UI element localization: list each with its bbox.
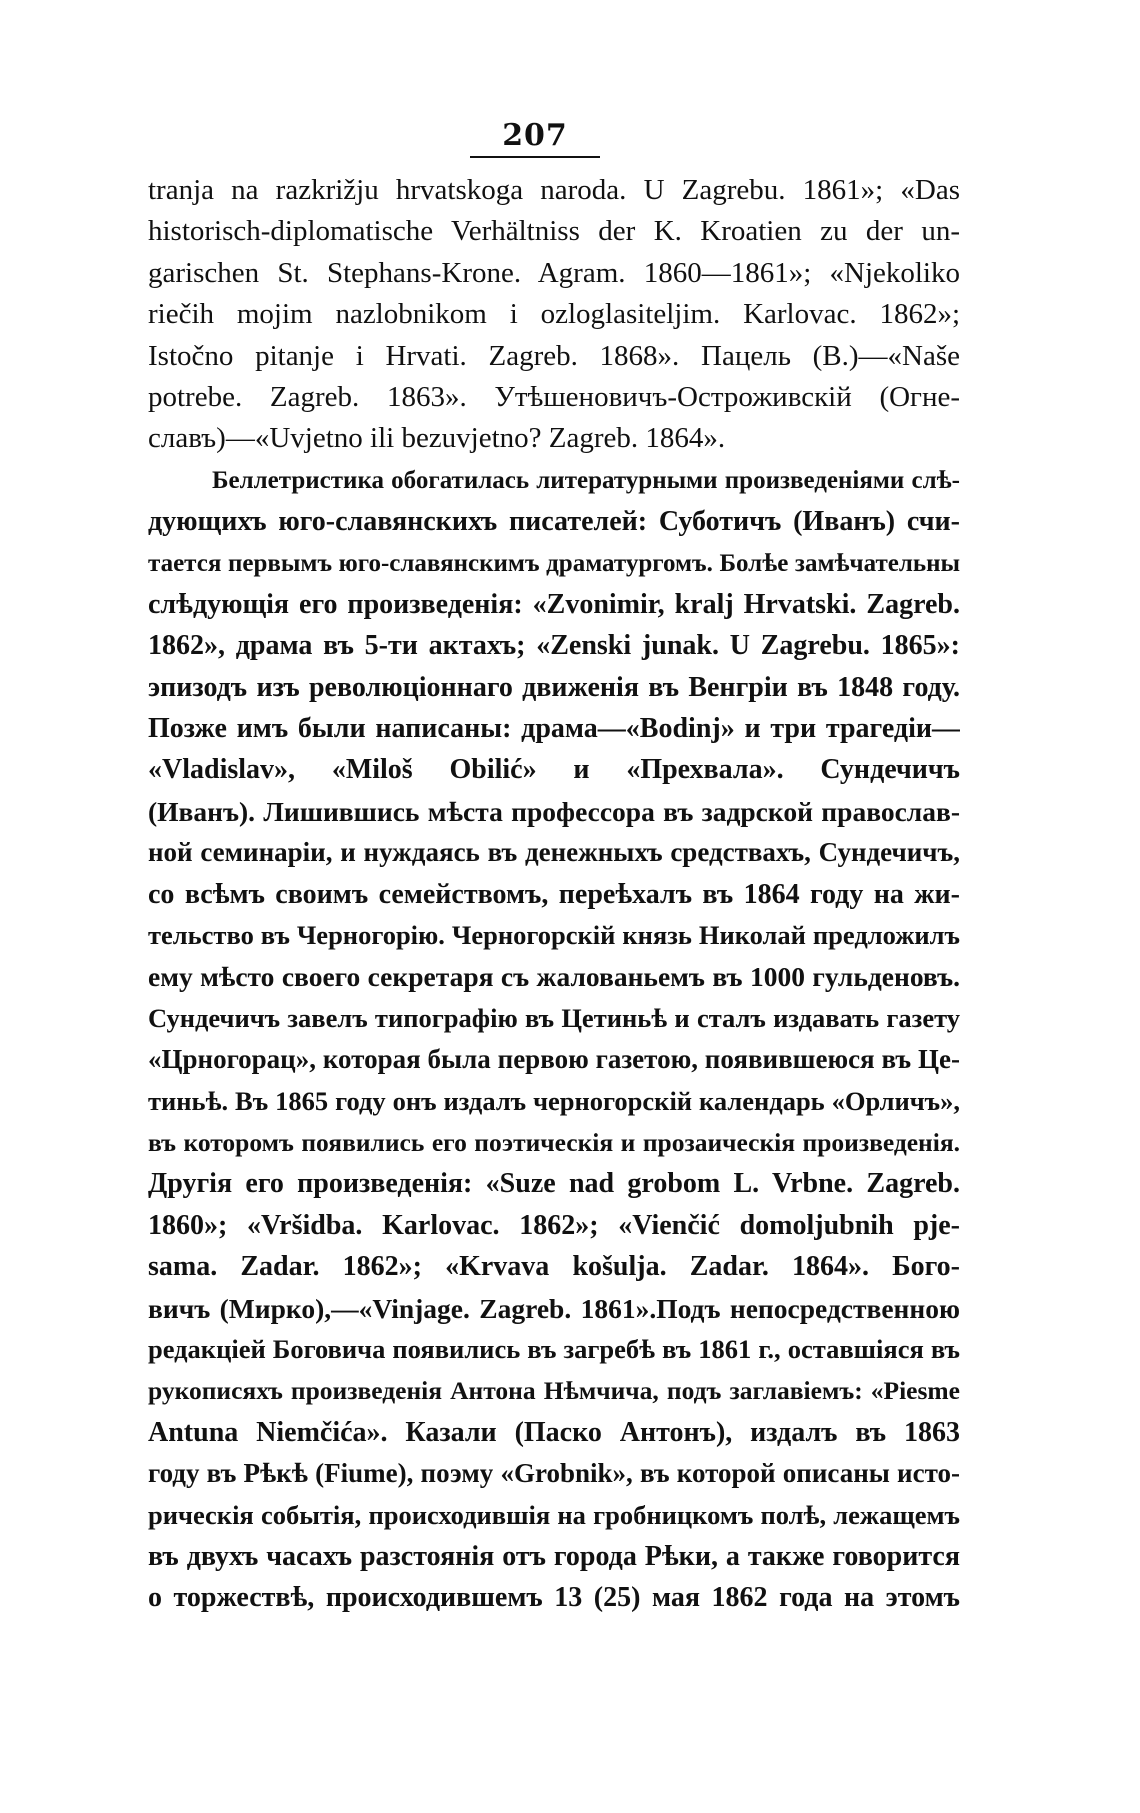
text-line: Другія его произведенія: «Suze nad grobom L. Vrbne. Zagreb.	[148, 1168, 960, 1200]
page-number-rule	[470, 156, 600, 158]
text-line: тельство въ Черногорію. Черногорскій князь Николай предложилъ	[148, 920, 960, 951]
text-line: о торжествѣ, происходившемъ 13 (25) мая 1862 года на этомъ	[148, 1582, 960, 1614]
text-line: «Vladislav», «Miloš Obilić» и «Прехвала». Сундечичъ	[148, 754, 960, 786]
text-line: редакціей Боговича появились въ загребѣ въ 1861 г., оставшіяся въ	[148, 1333, 960, 1364]
text-line: 1860»; «Vršidba. Karlovac. 1862»; «Vienčić domoljubnih pje-	[148, 1209, 960, 1241]
page-body-text	[148, 170, 960, 1619]
text-line: эпизодъ изъ революціоннаго движенія въ Венгріи въ 1848 году.	[148, 671, 960, 703]
text-line: 1862», драма въ 5-ти актахъ; «Zenski junak. U Zagrebu. 1865»:	[148, 630, 960, 662]
text-line: славъ)—«Uvjetno ili bezuvjetno? Zagreb. 1864».	[148, 422, 726, 455]
text-line: Istočno pitanje i Hrvati. Zagreb. 1868». Пацель (В.)—«Naše	[148, 339, 960, 372]
text-line: historisch-diplomatische Verhältniss der K. Kroatien zu der un-	[148, 215, 960, 248]
text-line: ной семинаріи, и нуждаясь въ денежныхъ средствахъ, Сундечичъ,	[148, 837, 960, 868]
text-line: (Иванъ). Лишившись мѣста профессора въ задрской православ-	[148, 795, 960, 827]
text-line: въ двухъ часахъ разстоянія отъ города Рѣки, а также говорится	[148, 1540, 960, 1572]
text-line: ему мѣсто своего секретаря съ жалованьемъ въ 1000 гульденовъ.	[148, 961, 960, 993]
text-line: въ которомъ появились его поэтическія и прозаическія произведенія.	[148, 1127, 960, 1157]
text-line: Позже имъ были написаны: драма—«Bodinj» и три трагедіи—	[148, 713, 960, 745]
text-line: дующихъ юго-славянскихъ писателей: Суботичъ (Иванъ) счи-	[148, 506, 960, 538]
text-line: riečih mojim nazlobnikom i ozloglasiteljim. Karlovac. 1862»;	[148, 298, 960, 331]
text-line: тиньѣ. Въ 1865 году онъ издалъ черногорскій календарь «Орличъ»,	[148, 1085, 960, 1116]
text-line: «Црногорац», которая была первою газетою, появившеюся въ Це-	[148, 1044, 960, 1075]
text-line: рическія событія, происходившія на гробницкомъ полѣ, лежащемъ	[148, 1499, 960, 1530]
text-line: Antuna Niemčića». Казали (Паско Антонъ), издалъ въ 1863	[148, 1416, 960, 1448]
text-line: со всѣмъ своимъ семействомъ, переѣхалъ въ 1864 году на жи-	[148, 878, 960, 910]
text-line: Беллетристика обогатилась литературными произведеніями слѣ-	[212, 466, 960, 494]
page-number: 207	[502, 118, 568, 153]
text-line: garischen St. Stephans-Krone. Agram. 1860—1861»; «Njekoliko	[148, 256, 960, 289]
text-line: вичъ (Мирко),—«Vinjage. Zagreb. 1861».Подъ непосредственною	[148, 1292, 960, 1324]
text-line: sama. Zadar. 1862»; «Krvava košulja. Zadar. 1864». Бого-	[148, 1251, 960, 1283]
text-line: году въ Рѣкѣ (Fiume), поэму «Grobnik», въ которой описаны исто-	[148, 1458, 960, 1489]
text-line: рукописяхъ произведенія Антона Нѣмчича, подъ заглавіемъ: «Piesme	[148, 1376, 960, 1406]
text-line: Сундечичъ завелъ типографію въ Цетиньѣ и сталъ издавать газету	[148, 1002, 960, 1033]
text-line: potrebe. Zagreb. 1863». Утѣшеновичъ-Остроживскій (Огне-	[148, 380, 960, 413]
text-line: слѣдующія его произведенія: «Zvonimir, kralj Hrvatski. Zagreb.	[148, 588, 960, 620]
text-line: тается первымъ юго-славянскимъ драматургомъ. Болѣе замѣчательны	[148, 549, 960, 577]
text-line: tranja na razkrižju hrvatskoga naroda. U Zagrebu. 1861»; «Das	[148, 174, 960, 206]
